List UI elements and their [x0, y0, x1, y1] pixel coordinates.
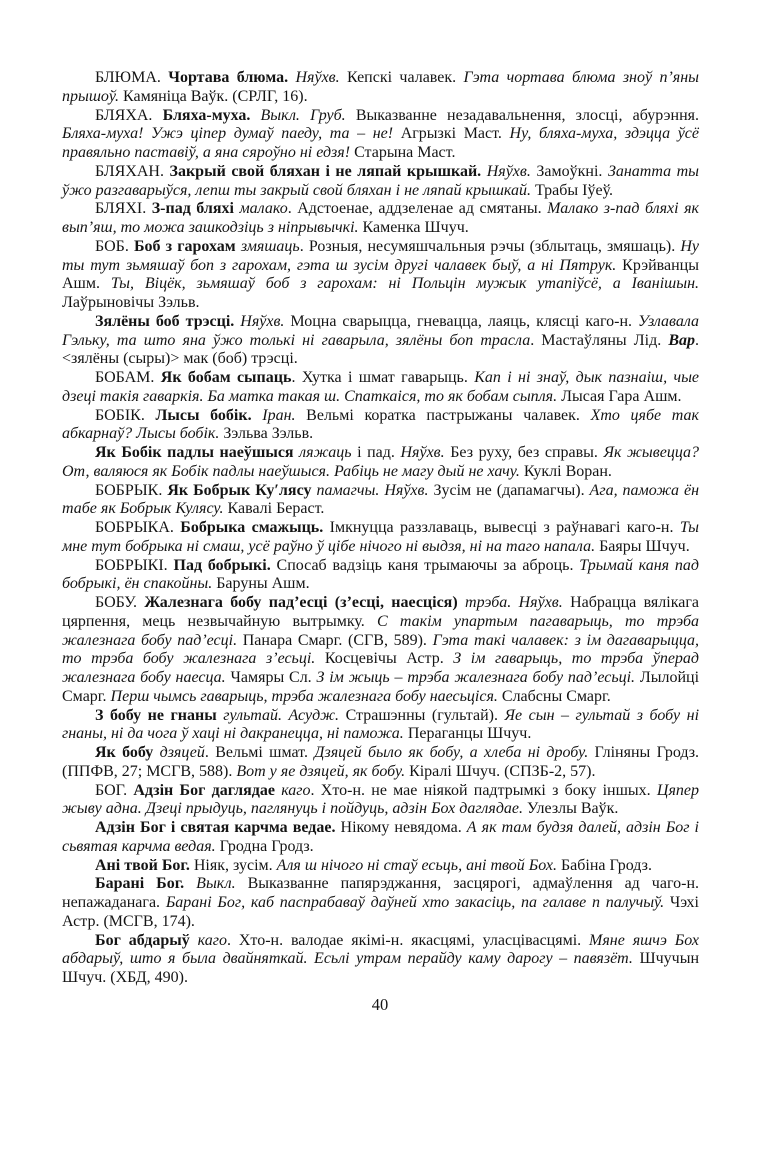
example-text: Мяне яшчэ Бох абдарыў, што я была двайняткай. Есьлі утрам перайду каму дарогу – павязёт.: [62, 931, 699, 968]
dictionary-entry: [62, 594, 699, 707]
plain-text: .<зялёны (сыры)> мак (боб) трэсці.: [62, 331, 700, 368]
headword-text: Чортава блюма.: [168, 69, 296, 86]
dictionary-entry: [62, 163, 699, 201]
entries: [62, 69, 699, 988]
plain-text: Набрацца вялікага цярпення, мець незвычайную вытрымку.: [62, 594, 700, 630]
plain-text: БОБРЫКА.: [95, 519, 181, 536]
dictionary-entry: [62, 69, 699, 107]
headword-text: Як бобам сыпаць: [160, 369, 292, 386]
plain-text: БОБ.: [95, 237, 134, 255]
headword-text: Зялёны боб трэсці.: [95, 312, 241, 330]
example-text: С такім упартым пагаварыць, то трэба жалезнага бобу пад’есці.: [62, 612, 699, 649]
example-text: Бляха-муха! Ужэ ціпер думаў паеду, та – не!: [62, 125, 401, 143]
plain-text: Лаўрыновічы Зэльв.: [62, 294, 200, 311]
dictionary-entry: [62, 744, 699, 782]
example-text: Кап і ні знаў, дык пазнаіш, чые дзеці такія гаваркія. Ба матка такая ш. Спаткаіся, то як бобам сыпля.: [62, 369, 700, 405]
example-text: З ім жыць – трэба жалезнага бобу пад’есьці.: [316, 669, 640, 686]
dictionary-entry: [62, 482, 699, 520]
plain-text: Слабсны Смарг.: [501, 687, 611, 705]
example-text: гультай. Асудж.: [223, 706, 346, 724]
example-text: Няўхв.: [486, 162, 537, 180]
headword-text: Ані твой Бог.: [95, 856, 194, 874]
example-text: Як жывецца? От, валяюся як Бобік падлы наеўшыся. Рабіць не магу дый не хачу.: [62, 444, 700, 480]
plain-text: Панара Смарг. (СГВ, 589).: [242, 631, 433, 649]
plain-text: БОБІК.: [95, 406, 156, 424]
headword-text: Як Бобрык Ку′лясу: [167, 481, 317, 499]
plain-text: . Вельмі шмат.: [204, 744, 315, 761]
plain-text: Крэйванцы Ашм.: [62, 256, 699, 293]
plain-text: . Хто-н. не мае ніякой падтрымкі з боку іншых.: [310, 781, 657, 799]
plain-text: Моцна сварыцца, гневацца, лаяць, клясці каго-н.: [290, 312, 638, 330]
dictionary-entry: [62, 782, 699, 820]
plain-text: Нікому невядома.: [340, 819, 467, 836]
variant-label: Вар: [668, 331, 696, 349]
dictionary-entry: [62, 707, 699, 745]
plain-text: . Розныя, несумяшчальныя рэчы (зблытаць, змяшаць).: [299, 237, 681, 255]
plain-text: Старына Маст.: [354, 144, 456, 161]
plain-text: БОГ.: [95, 781, 134, 799]
example-text: Няўхв.: [295, 69, 347, 86]
example-text: памагчы. Няўхв.: [316, 481, 434, 499]
example-text: Малако з-пад бляхі як вып’яш, то можа зашкодзіць з ніпрывычкі.: [62, 200, 699, 236]
plain-text: Вельмі коратка пастрыжаны чалавек.: [306, 406, 591, 424]
example-text: Яе сын – гультай з бобу ні гнаны, ні да чога ў хаці ні дакранецца, ні паможа.: [62, 706, 700, 743]
example-text: Ты, Віцёк, зьмяшаў боб з гарохам: ні Польцін мужык утапіўсё, а Іванішын.: [110, 275, 699, 293]
headword-text: Жалезнага бобу пад’есці (з’есці, наесціся): [144, 594, 466, 611]
plain-text: БОБУ.: [95, 594, 145, 611]
example-text: Ну, бляха-муха, здэцца ўсё правяльно паставіў, а яна сяроўно ні едзя!: [62, 125, 699, 161]
plain-text: Ніяк, зусім.: [193, 856, 277, 874]
example-text: Няўхв.: [240, 312, 291, 330]
headword-text: З-пад бляхі: [151, 200, 240, 218]
dictionary-entry: [62, 369, 699, 407]
page-number: 40: [371, 995, 389, 1014]
plain-text: і пад.: [357, 444, 401, 461]
example-text: Трымай каня пад бобрыкі, ён спакойны.: [62, 556, 699, 593]
dictionary-entry: [62, 819, 699, 857]
plain-text: Страшэнны (гультай).: [345, 706, 505, 724]
plain-text: Улезлы Ваўк.: [527, 800, 619, 818]
plain-text: БЛЮМА.: [95, 69, 169, 86]
example-text: Барані Бог, каб паспрабаваў даўней хто закасіць, па галаве п палучыў.: [165, 894, 670, 911]
plain-text: Імкнуцца раззлаваць, вывесці з раўнавагі каго-н.: [329, 519, 680, 536]
headword-text: Пад бобрыкі.: [173, 556, 277, 574]
plain-text: Пераганцы Шчуч.: [407, 725, 532, 743]
example-text: трэба. Няўхв.: [465, 594, 571, 611]
dictionary-entry: [62, 857, 699, 876]
headword-text: Бобрыка смажыць.: [180, 519, 330, 536]
dictionary-entry: [62, 932, 699, 988]
plain-text: Спосаб вадзіць каня трымаючы за аброць.: [276, 556, 580, 574]
plain-text: Бабіна Гродз.: [560, 856, 652, 874]
example-text: Іран.: [262, 406, 307, 424]
example-text: Узлавала Гэльку, та што яна ўжо толькі ні гаварыла, зялёны боп трасла: [62, 312, 699, 349]
dictionary-entry: [62, 407, 699, 445]
plain-text: . Мастаўляны Лід.: [530, 331, 669, 349]
headword-text: Барані Бог.: [95, 875, 197, 893]
plain-text: БОБРЫК.: [95, 481, 168, 499]
dictionary-entry: [62, 313, 699, 369]
plain-text: Кіралі Шчуч. (СПЗБ-2, 57).: [409, 762, 596, 780]
plain-text: Зэльва Зэльв.: [223, 425, 314, 443]
example-text: Дзяцей было як бобу, а хлеба ні дробу.: [314, 744, 595, 761]
plain-text: Куклі Воран.: [523, 462, 612, 480]
headword-text: Адзін Бог даглядае: [133, 781, 282, 799]
plain-text: Шчучын Шчуч. (ХБД, 490).: [62, 950, 699, 986]
headword-text: Як Бобік падлы наеўшыся: [95, 444, 300, 461]
example-text: дзяцей: [159, 744, 205, 761]
plain-text: Без руху, без справы.: [450, 444, 604, 461]
headword-text: Лысы бобік.: [155, 406, 263, 424]
example-text: Выкл.: [196, 875, 248, 893]
headword-text: Боб з гарохам: [133, 237, 241, 255]
plain-text: Кавалі Бераст.: [227, 500, 325, 518]
plain-text: Выказванне папярэджання, засцярогі, адмаўлення ад чаго-н. непажаданага.: [62, 875, 700, 911]
example-text: каго: [281, 781, 311, 799]
headword-text: Бог абдарыў: [95, 931, 198, 949]
example-text: малако: [239, 200, 288, 218]
example-text: Занатта ты ўжо разгаварыўся, лепш ты закрый свой бляхан і не ляпай крышкай.: [62, 162, 700, 199]
dictionary-entry: [62, 238, 699, 313]
example-text: Ты мне тут бобрыка ні смаш, усё раўно ў цібе нічого ні выдзя, ні на таго напала.: [62, 519, 699, 555]
example-text: Гэта такі чалавек: з ім дагаварыцца, то трэба бобу жалезнага з’есьці.: [62, 631, 700, 668]
plain-text: Замоўкні.: [536, 162, 608, 180]
headword-text: Адзін Бог і святая карчма ведае.: [95, 819, 341, 836]
plain-text: БЛЯХІ.: [95, 200, 152, 218]
plain-text: . Адстоенае, аддзеленае ад смятаны.: [287, 200, 548, 218]
plain-text: Камяніца Ваўк. (СРЛГ, 16).: [123, 87, 308, 105]
example-text: змяшаць: [240, 237, 300, 255]
example-text: Цяпер жыву адна. Дзеці прыдуць, паглянуць і пойдуць, адзін Бох даглядае.: [62, 781, 700, 818]
dictionary-entry: [62, 875, 699, 931]
plain-text: Баруны Ашм.: [216, 575, 310, 593]
plain-text: . Хто-н. валодае якімі-н. якасцямі, уласцівасцямі.: [227, 931, 590, 949]
plain-text: Лылойці Смарг.: [62, 669, 700, 705]
example-text: Вот у яе дзяцей, як бобу.: [236, 762, 410, 780]
plain-text: БОБРЫКІ.: [95, 556, 174, 574]
plain-text: БОБАМ.: [95, 369, 161, 386]
plain-text: Кепскі чалавек.: [347, 69, 464, 86]
plain-text: . Хутка і шмат гаварыць.: [291, 369, 475, 386]
plain-text: БЛЯХАН.: [95, 162, 170, 180]
example-text: каго: [197, 931, 227, 949]
example-text: А як там будзя далей, адзін Бог і сьвятая карчма ведая.: [62, 819, 700, 855]
example-text: Ага, паможа ён табе як Бобрык Кулясу.: [62, 481, 700, 518]
example-text: Выкл. Груб.: [260, 106, 356, 124]
dictionary-entry: [62, 444, 699, 482]
plain-text: Агрызкі Маст.: [400, 125, 510, 143]
plain-text: Каменка Шчуч.: [362, 219, 469, 236]
example-text: Аля ш нічого ні стаў есьць, ані твой Бох.: [276, 856, 561, 874]
plain-text: Косцевічы Астр.: [324, 650, 454, 668]
plain-text: Трабы Іўеў.: [535, 181, 613, 199]
example-text: Ну ты тут зьмяшаў боп з гарохам, гэта ш зусім другі чалавек быў, а ні Пятрук.: [62, 237, 699, 274]
headword-text: З бобу не гнаны: [95, 706, 224, 724]
example-text: З ім гаварыць, то трэба ўперад жалезнага бобу наесца.: [62, 650, 700, 686]
dictionary-entry: [62, 200, 699, 238]
example-text: ляжаць: [299, 444, 358, 461]
headword-text: Закрый свой бляхан і не ляпай крышкай.: [169, 162, 487, 180]
headword-text: Як бобу: [95, 744, 160, 761]
dictionary-entry: [62, 107, 699, 163]
headword-text: Бляха-муха.: [162, 106, 261, 124]
plain-text: БЛЯХА.: [95, 106, 163, 124]
example-text: Гэта чортава блюма зноў п’яны прышоў.: [62, 69, 699, 105]
plain-text: Лысая Гара Ашм.: [561, 387, 682, 405]
plain-text: Чэхі Астр. (МСГВ, 174).: [62, 894, 699, 930]
dictionary-entry: [62, 519, 699, 557]
plain-text: Гліняны Гродз. (ППФВ, 27; МСГВ, 588).: [62, 744, 700, 780]
example-text: Хто цябе так абкарнаў? Лысы бобік.: [62, 406, 700, 443]
plain-text: Выказванне незадавальнення, злосці, абурэння.: [355, 106, 700, 124]
dictionary-entry: [62, 557, 699, 595]
plain-text: Зусім не (дапамагчы).: [433, 481, 590, 499]
plain-text: Гродна Гродз.: [219, 837, 314, 855]
plain-text: Чамяры Сл.: [230, 669, 317, 686]
example-text: Няўхв.: [400, 444, 451, 461]
example-text: Перш чымсь гаварыць, трэба жалезнага бобу наесьціся.: [110, 687, 502, 705]
plain-text: Баяры Шчуч.: [599, 537, 690, 555]
